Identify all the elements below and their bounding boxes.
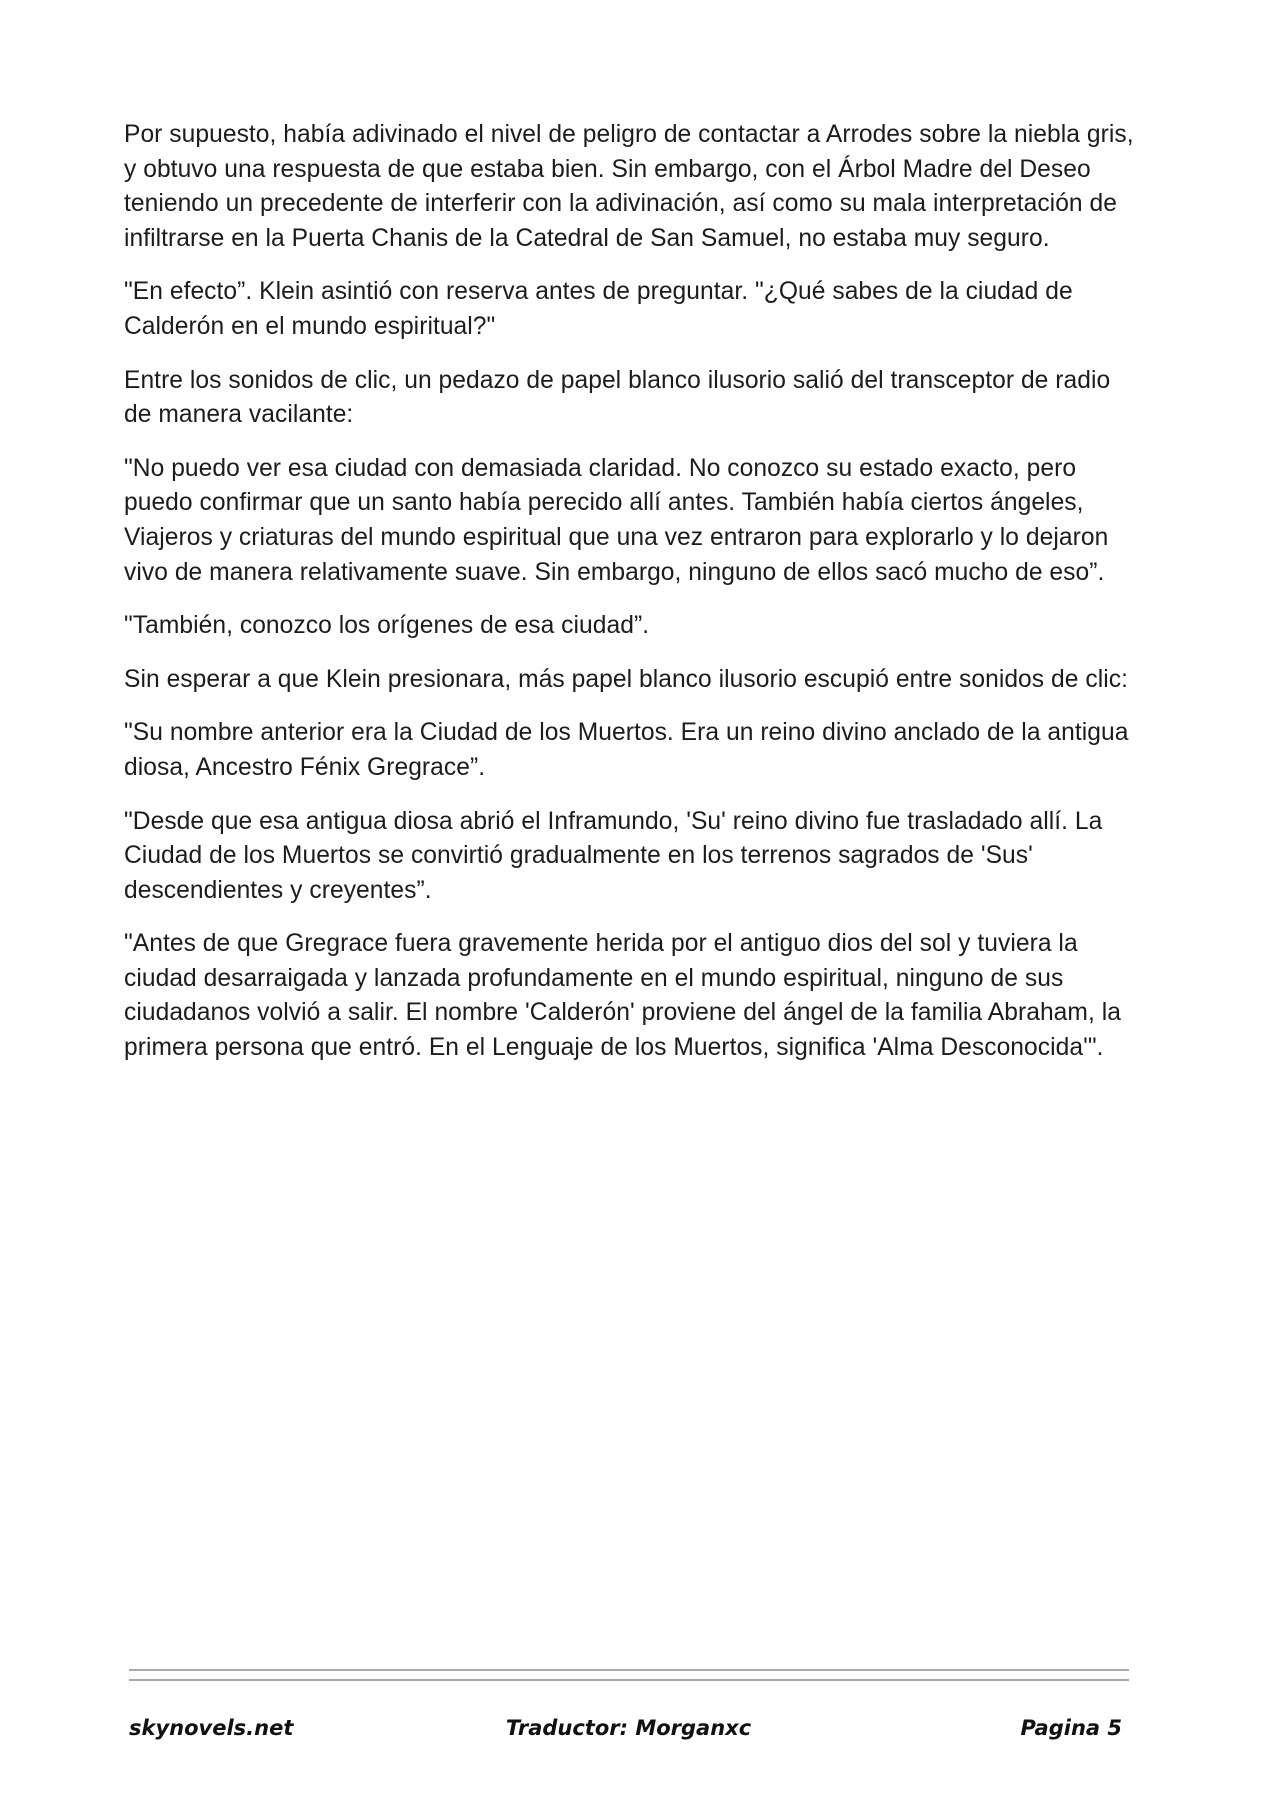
document-body <box>124 118 1144 1085</box>
paragraph: Sin esperar a que Klein presionara, más papel blanco ilusorio escupió entre sonidos de clic: <box>124 665 1128 693</box>
paragraph: "Antes de que Gregrace fuera gravemente herida por el antiguo dios del sol y tuviera la ciudad desarraigada y lanzada profundamente en el mundo espiritual, ninguno de sus ciudadanos volvió a salir. El nombre 'Calderón' proviene del ángel de la familia Abraham, la primera persona que entró. En el Lenguaje de los Muertos, significa 'Alma Desconocida'". <box>124 930 1121 1062</box>
footer-site: skynovels.net <box>129 1716 294 1740</box>
paragraph: "No puedo ver esa ciudad con demasiada claridad. No conozco su estado exacto, pero puedo confirmar que un santo había perecido allí antes. También había ciertos ángeles, Viajeros y criaturas del mundo espiritual que una vez entraron para explorarlo y lo dejaron vivo de manera relativamente suave. Sin embargo, ninguno de ellos sacó mucho de eso”. <box>124 454 1109 586</box>
paragraph: "También, conozco los orígenes de esa ciudad”. <box>124 612 650 640</box>
paragraph: "En efecto”. Klein asintió con reserva antes de preguntar. "¿Qué sabes de la ciudad de Calderón en el mundo espiritual?" <box>124 278 1073 340</box>
page-footer <box>129 1710 1122 1746</box>
paragraph: Entre los sonidos de clic, un pedazo de papel blanco ilusorio salió del transceptor de radio de manera vacilante: <box>124 366 1111 429</box>
footer-translator: Traductor: Morganxc <box>505 1716 752 1740</box>
footer-page-number: Pagina 5 <box>1020 1716 1122 1740</box>
paragraph: "Su nombre anterior era la Ciudad de los Muertos. Era un reino divino anclado de la antigua diosa, Ancestro Fénix Gregrace”. <box>124 719 1129 781</box>
footer-rule-bottom <box>129 1679 1129 1681</box>
paragraph: "Desde que esa antigua diosa abrió el Inframundo, 'Su' reino divino fue trasladado allí. La Ciudad de los Muertos se convirtió gradualmente en los terrenos sagrados de 'Sus' descendientes y creyentes”. <box>124 807 1103 904</box>
footer-rule-top <box>129 1669 1129 1671</box>
footer-divider <box>129 1669 1129 1681</box>
paragraph: Por supuesto, había adivinado el nivel de peligro de contactar a Arrodes sobre la niebla gris, y obtuvo una respuesta de que estaba bien. Sin embargo, con el Árbol Madre del Deseo teniendo un precedente de interferir con la adivinación, así como su mala interpretación de infiltrarse en la Puerta Chanis de la Catedral de San Samuel, no estaba muy seguro. <box>124 121 1134 252</box>
